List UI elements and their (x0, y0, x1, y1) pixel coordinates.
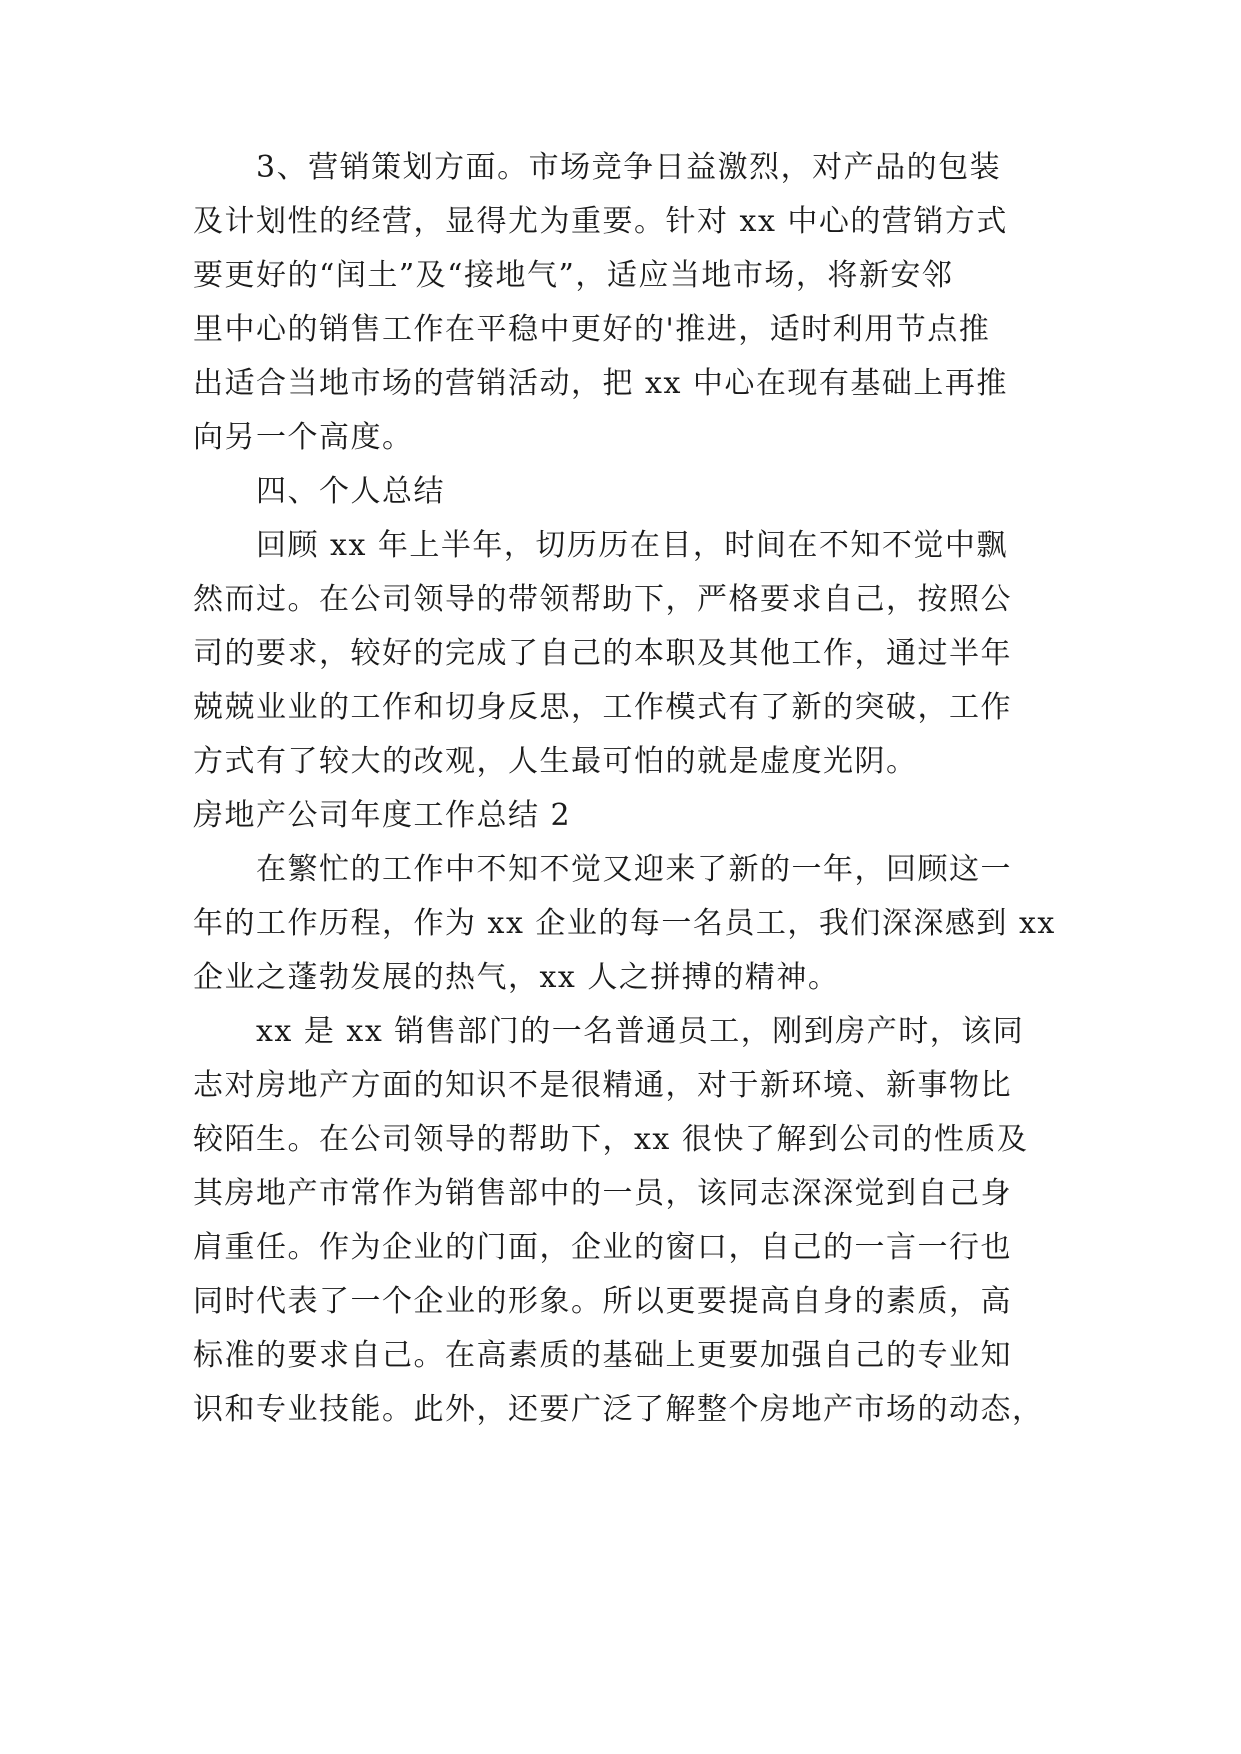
paragraph-line: xx 是 xx 销售部门的一名普通员工，刚到房产时，该同 (256, 1014, 1025, 1049)
paragraph-line: 识和专业技能。此外，还要广泛了解整个房地产市场的动态， (193, 1392, 1044, 1427)
section-heading: 四、个人总结 (256, 474, 445, 509)
paragraph-line: 3、营销策划方面。市场竞争日益激烈，对产品的包装 (256, 150, 1002, 185)
paragraph-line: 其房地产市常作为销售部中的一员，该同志深深觉到自己身 (193, 1176, 1012, 1211)
paragraph-line: 向另一个高度。 (193, 420, 414, 455)
paragraph-line: 较陌生。在公司领导的帮助下，xx 很快了解到公司的性质及 (193, 1122, 1029, 1157)
paragraph-line: 出适合当地市场的营销活动，把 xx 中心在现有基础上再推 (193, 366, 1008, 401)
paragraph-line: 司的要求，较好的完成了自己的本职及其他工作，通过半年 (193, 636, 1012, 671)
paragraph-line: 年的工作历程，作为 xx 企业的每一名员工，我们深深感到 xx (193, 906, 1056, 941)
paragraph-line: 企业之蓬勃发展的热气，xx 人之拼搏的精神。 (193, 960, 840, 995)
paragraph-line: 兢兢业业的工作和切身反思，工作模式有了新的突破，工作 (193, 690, 1012, 725)
paragraph-line: 回顾 xx 年上半年，切历历在目，时间在不知不觉中飘 (256, 528, 1008, 563)
paragraph-line: 同时代表了一个企业的形象。所以更要提高自身的素质，高 (193, 1284, 1012, 1319)
document-title: 房地产公司年度工作总结 2 (193, 798, 572, 833)
paragraph-line: 然而过。在公司领导的带领帮助下，严格要求自己，按照公 (193, 582, 1012, 617)
paragraph-line: 志对房地产方面的知识不是很精通，对于新环境、新事物比 (193, 1068, 1012, 1103)
paragraph-line: 及计划性的经营，显得尤为重要。针对 xx 中心的营销方式 (193, 204, 1008, 239)
paragraph-line: 要更好的“闰土”及“接地气”，适应当地市场，将新安邻 (193, 258, 954, 293)
paragraph-line: 肩重任。作为企业的门面，企业的窗口，自己的一言一行也 (193, 1230, 1012, 1265)
paragraph-line: 在繁忙的工作中不知不觉又迎来了新的一年，回顾这一 (256, 852, 1012, 887)
paragraph-line: 标准的要求自己。在高素质的基础上更要加强自己的专业知 (193, 1338, 1012, 1373)
paragraph-line: 里中心的销售工作在平稳中更好的'推进，适时利用节点推 (193, 312, 991, 347)
paragraph-line: 方式有了较大的改观，人生最可怕的就是虚度光阴。 (193, 744, 918, 779)
